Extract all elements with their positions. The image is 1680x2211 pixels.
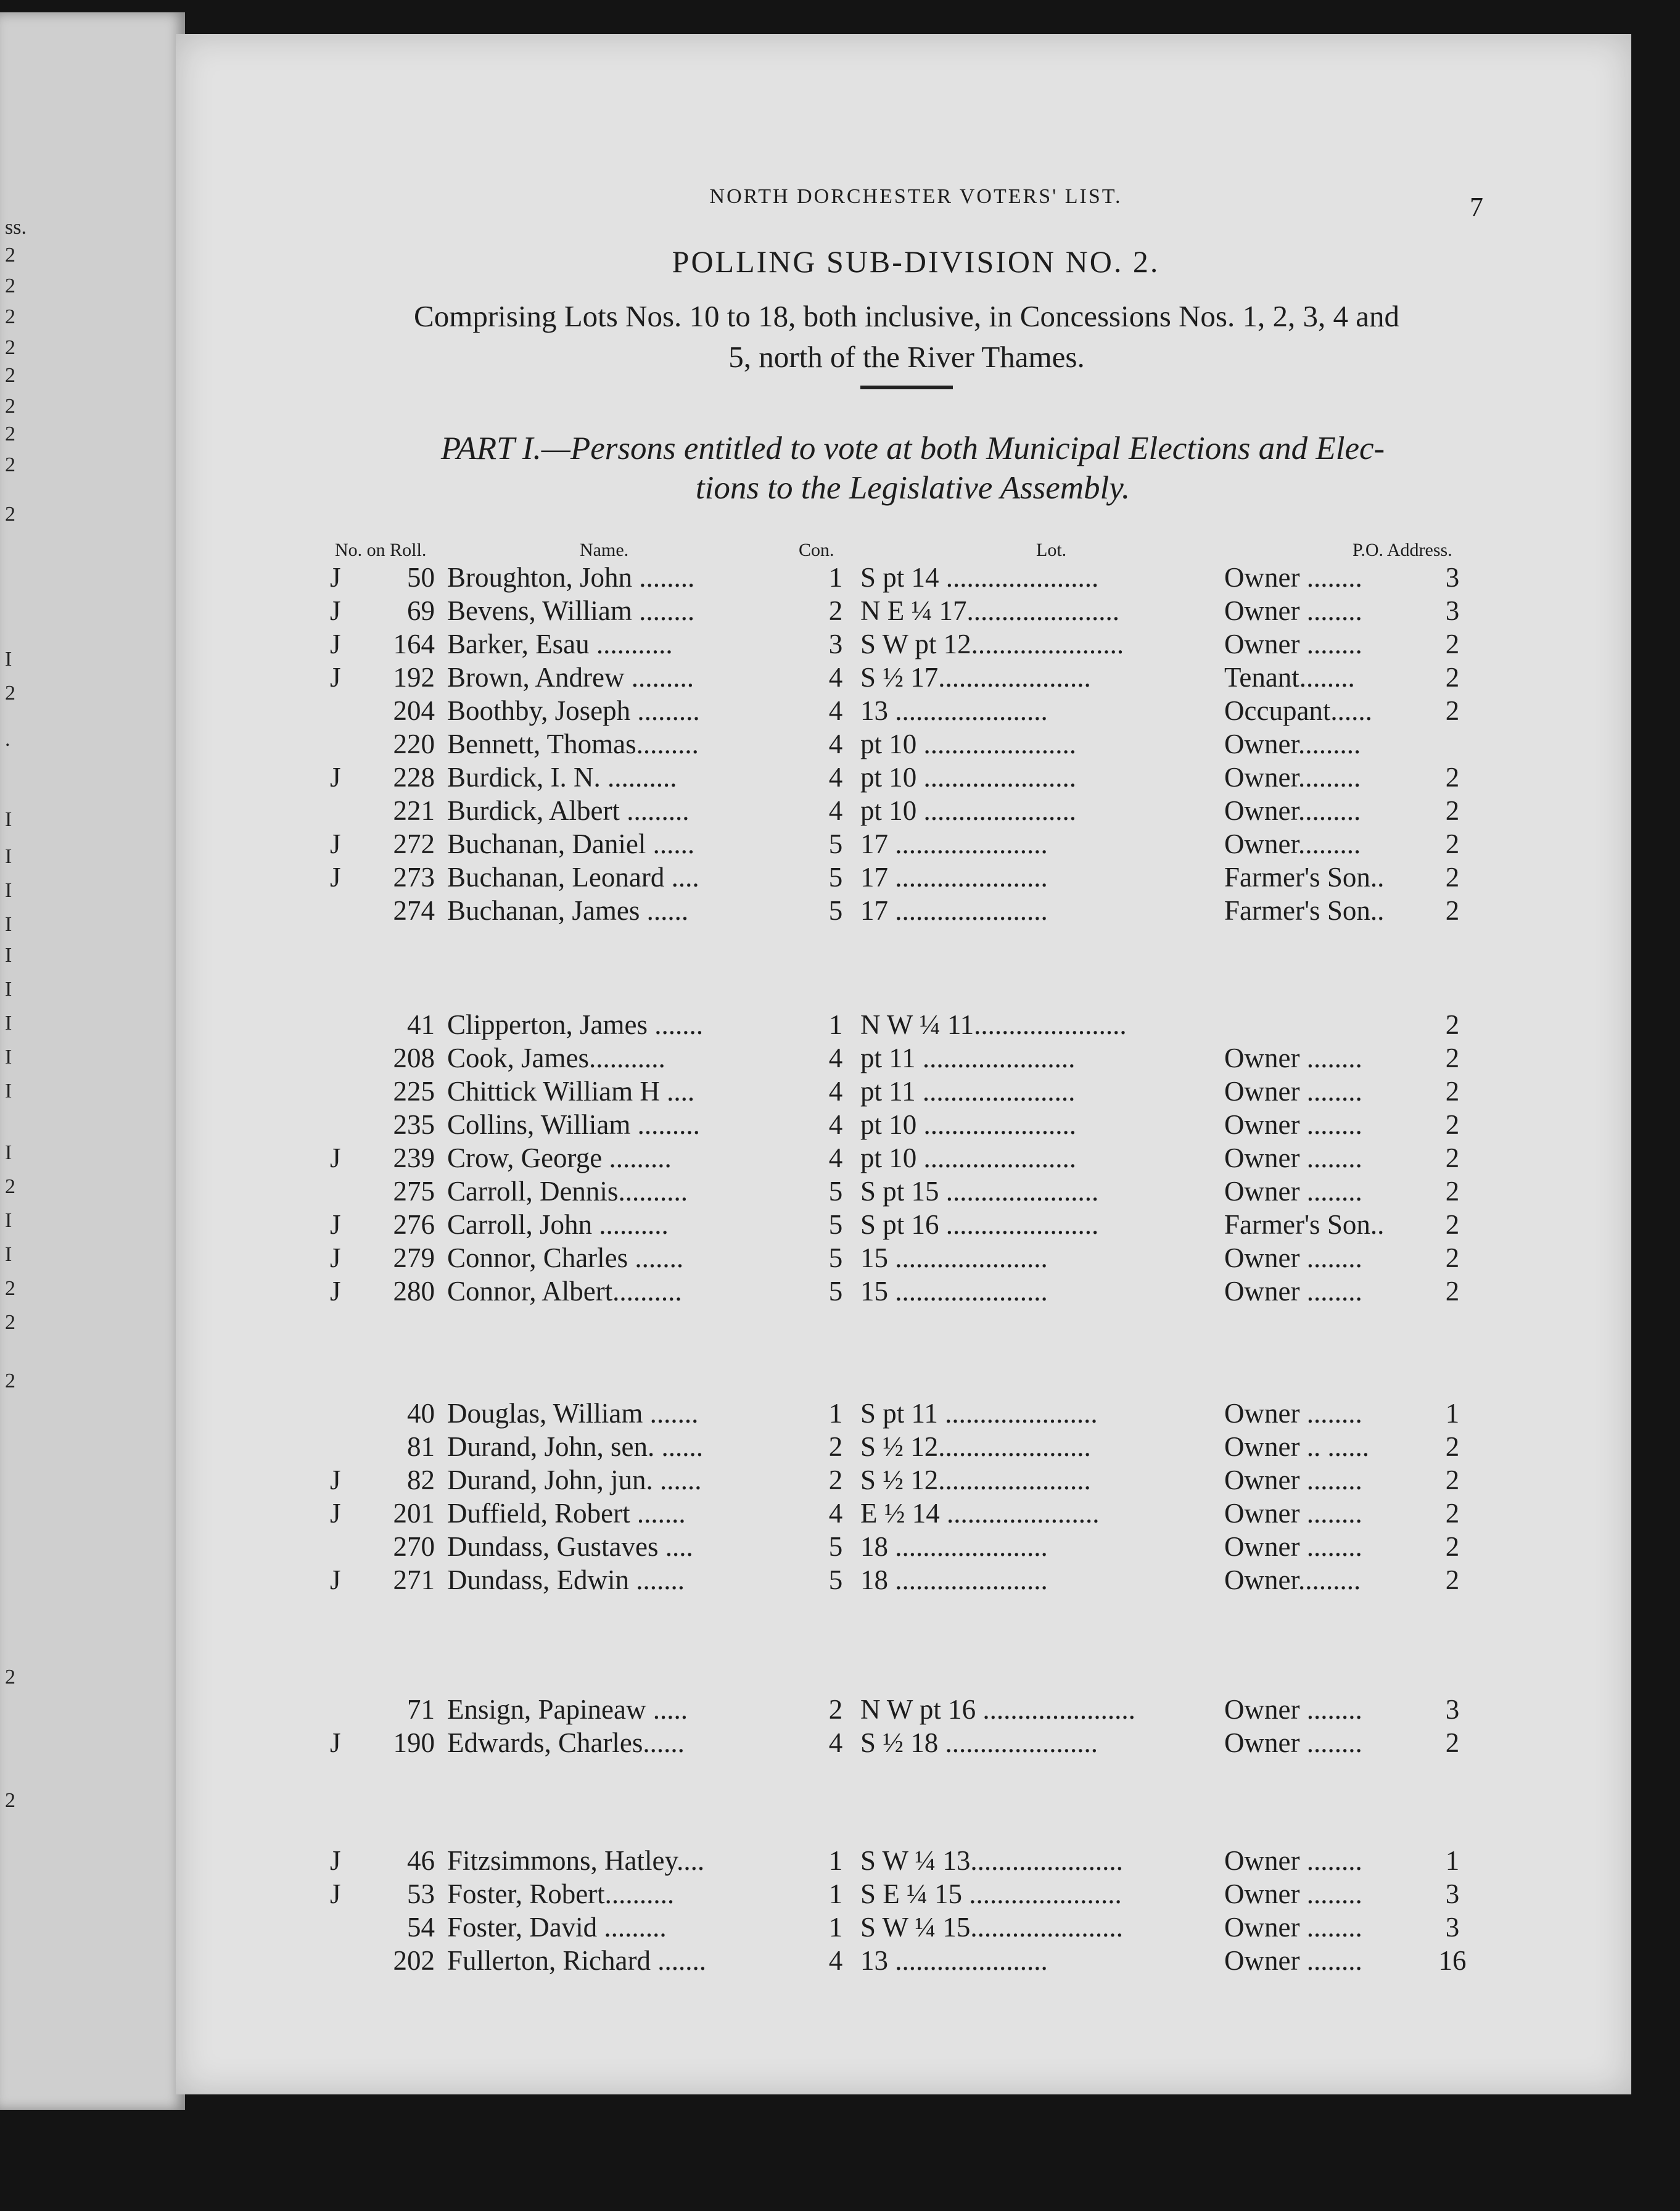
voter-entry [176,1431,1631,1465]
voter-entry [176,1275,1631,1310]
lot-number: S ½ 12...................... [860,1465,1091,1495]
occupation: Tenant........ [1224,662,1355,693]
po-address: 2 [1445,1727,1460,1758]
voter-name: Boothby, Joseph ......... [447,695,700,726]
lot-number: S pt 15 ...................... [860,1176,1099,1207]
voter-name: Burdick, I. N. .......... [447,762,677,793]
po-address: 3 [1445,1694,1460,1725]
po-address: 2 [1445,1143,1460,1173]
occupation: Owner ........ [1224,1143,1362,1173]
voter-name: Broughton, John ........ [447,562,695,593]
occupation: Owner ........ [1224,595,1362,626]
margin-number: I [5,913,12,936]
juror-mark: J [330,1727,341,1758]
lot-number: 18 ...................... [860,1564,1048,1595]
voter-entry [176,895,1631,929]
juror-mark: J [330,1209,341,1240]
occupation: Farmer's Son.. [1224,862,1385,893]
lot-number: pt 10 ...................... [860,1109,1077,1140]
voter-name: Chittick William H .... [447,1076,695,1107]
occupation: Owner......... [1224,729,1361,759]
voter-name: Bevens, William ........ [447,595,695,626]
occupation: Owner ........ [1224,1076,1362,1107]
roll-number: 221 [393,795,435,826]
occupation: Owner......... [1224,762,1361,793]
juror-mark: J [330,829,341,859]
po-address: 2 [1445,1009,1460,1040]
roll-number: 220 [393,729,435,759]
voter-entry [176,861,1631,896]
margin-number: I [5,845,12,868]
concession: 1 [828,1878,843,1909]
roll-number: 208 [393,1043,435,1073]
roll-number: 41 [407,1009,435,1040]
po-address: 3 [1445,1878,1460,1909]
margin-number: I [5,1080,12,1102]
voter-name: Clipperton, James ....... [447,1009,703,1040]
roll-number: 201 [393,1498,435,1529]
roll-number: 204 [393,695,435,726]
voter-entry [176,1042,1631,1077]
column-header-name: Name. [580,540,629,560]
concession: 4 [828,1143,843,1173]
occupation: Owner ........ [1224,1845,1362,1876]
occupation: Owner......... [1224,829,1361,859]
part-heading-line-2: tions to the Legislative Assembly. [695,470,1130,506]
concession: 2 [828,595,843,626]
voter-entry [176,661,1631,696]
voter-name: Duffield, Robert ....... [447,1498,686,1529]
po-address: 16 [1438,1945,1467,1976]
concession: 4 [828,1945,843,1976]
voter-name: Collins, William ......... [447,1109,700,1140]
po-address: 2 [1445,662,1460,693]
po-address: 2 [1445,895,1460,926]
voter-name: Connor, Albert.......... [447,1276,682,1307]
lot-number: 13 ...................... [860,695,1048,726]
part-heading-line-1: PART I.—Persons entitled to vote at both Municipal Elections and Elec- [440,431,1385,466]
juror-mark: J [330,662,341,693]
roll-number: 273 [393,862,435,893]
voter-name: Buchanan, James ...... [447,895,689,926]
voter-entry [176,1944,1631,1979]
lot-number: S ½ 18 ...................... [860,1727,1098,1758]
juror-mark: J [330,862,341,893]
po-address: 2 [1445,795,1460,826]
po-address: 2 [1445,1564,1460,1595]
part-heading [333,429,1493,508]
voter-entry [176,595,1631,629]
concession: 5 [828,1276,843,1307]
concession: 1 [828,1009,843,1040]
subtitle-line-2: 5, north of the River Thames. [728,340,1085,374]
voter-name: Crow, George ......... [447,1143,672,1173]
voter-name: Fitzsimmons, Hatley.... [447,1845,705,1876]
roll-number: 71 [407,1694,435,1725]
occupation: Owner ........ [1224,1945,1362,1976]
occupation: Owner ........ [1224,1694,1362,1725]
voter-name: Connor, Charles ....... [447,1242,684,1273]
voter-name: Barker, Esau ........... [447,629,673,659]
concession: 1 [828,562,843,593]
occupation: Owner ........ [1224,1242,1362,1273]
occupation: Owner ........ [1224,1878,1362,1909]
concession: 4 [828,762,843,793]
margin-number: 2 [5,1277,15,1300]
po-address: 2 [1445,762,1460,793]
lot-number: 17 ...................... [860,862,1048,893]
occupation: Owner .. ...... [1224,1431,1369,1462]
margin-number: 2 [5,682,15,705]
lot-number: 17 ...................... [860,895,1048,926]
roll-number: 54 [407,1912,435,1943]
lot-number: N W pt 16 ...................... [860,1694,1135,1725]
po-address: 2 [1445,1531,1460,1562]
voter-entry [176,1242,1631,1276]
juror-mark: J [330,1878,341,1909]
concession: 5 [828,862,843,893]
margin-number: I [5,1141,12,1164]
margin-number: I [5,1243,12,1266]
voter-name: Bennett, Thomas......... [447,729,699,759]
roll-number: 202 [393,1945,435,1976]
margin-number: I [5,879,12,902]
lot-number: S W ¼ 15...................... [860,1912,1123,1943]
po-address: 2 [1445,629,1460,659]
roll-number: 164 [393,629,435,659]
voter-name: Douglas, William ....... [447,1398,699,1429]
lot-number: 15 ...................... [860,1242,1048,1273]
juror-mark: J [330,1242,341,1273]
concession: 4 [828,1076,843,1107]
column-header-lot: Lot. [1036,540,1067,560]
voter-entry [176,728,1631,762]
concession: 2 [828,1694,843,1725]
voter-entry [176,1209,1631,1243]
occupation: Owner ........ [1224,1398,1362,1429]
margin-number: I [5,978,12,1001]
po-address: 2 [1445,1209,1460,1240]
voter-name: Durand, John, sen. ...... [447,1431,703,1462]
roll-number: 276 [393,1209,435,1240]
voter-entry [176,1497,1631,1532]
margin-number: 2 [5,364,15,387]
roll-number: 46 [407,1845,435,1876]
voter-name: Buchanan, Daniel ...... [447,829,695,859]
occupation: Owner ........ [1224,1109,1362,1140]
roll-number: 82 [407,1465,435,1495]
voter-name: Ensign, Papineaw ..... [447,1694,688,1725]
roll-number: 239 [393,1143,435,1173]
roll-number: 192 [393,662,435,693]
po-address: 2 [1445,1176,1460,1207]
po-address: 3 [1445,562,1460,593]
concession: 4 [828,1109,843,1140]
document-page [176,34,1631,2094]
roll-number: 274 [393,895,435,926]
lot-number: S E ¼ 15 ...................... [860,1878,1122,1909]
po-address: 2 [1445,862,1460,893]
section-subtitle [333,296,1480,378]
column-header-con: Con. [799,540,834,560]
facing-page-edge [0,12,185,2110]
lot-number: E ½ 14 ...................... [860,1498,1100,1529]
occupation: Owner ........ [1224,1727,1362,1758]
roll-number: 40 [407,1398,435,1429]
margin-number: 2 [5,423,15,445]
lot-number: 15 ...................... [860,1276,1048,1307]
concession: 5 [828,829,843,859]
juror-mark: J [330,1498,341,1529]
concession: 1 [828,1912,843,1943]
concession: 4 [828,1498,843,1529]
lot-number: S pt 14 ...................... [860,562,1099,593]
concession: 5 [828,1209,843,1240]
voter-name: Foster, Robert.......... [447,1878,675,1909]
margin-number: 2 [5,1666,15,1688]
margin-number: 2 [5,1311,15,1334]
occupation: Owner......... [1224,795,1361,826]
lot-number: 17 ...................... [860,829,1048,859]
concession: 5 [828,895,843,926]
roll-number: 190 [393,1727,435,1758]
po-address: 2 [1445,1276,1460,1307]
voter-name: Carroll, John .......... [447,1209,669,1240]
voter-entry [176,1175,1631,1210]
concession: 4 [828,1043,843,1073]
lot-number: N W ¼ 11...................... [860,1009,1127,1040]
margin-number: 2 [5,275,15,297]
po-address: 2 [1445,1465,1460,1495]
column-header-po: P.O. Address. [1353,540,1452,560]
voter-name: Edwards, Charles...... [447,1727,685,1758]
roll-number: 280 [393,1276,435,1307]
margin-number: I [5,808,12,831]
occupation: Farmer's Son.. [1224,1209,1385,1240]
concession: 4 [828,795,843,826]
voter-entry [176,1075,1631,1110]
voter-entry [176,761,1631,796]
margin-number: 2 [5,244,15,267]
po-address: 2 [1445,695,1460,726]
po-address: 2 [1445,1242,1460,1273]
concession: 2 [828,1431,843,1462]
voter-entry [176,1727,1631,1761]
concession: 2 [828,1465,843,1495]
subtitle-line-1: Comprising Lots Nos. 10 to 18, both inclusive, in Concessions Nos. 1, 2, 3, 4 and [414,299,1399,333]
occupation: Owner ........ [1224,1043,1362,1073]
po-address: 2 [1445,829,1460,859]
juror-mark: J [330,762,341,793]
lot-number: pt 10 ...................... [860,795,1077,826]
voter-entry [176,1845,1631,1879]
column-header-no: No. on Roll. [335,540,427,560]
roll-number: 235 [393,1109,435,1140]
voter-entry [176,1009,1631,1043]
juror-mark: J [330,562,341,593]
lot-number: 18 ...................... [860,1531,1048,1562]
margin-number: I [5,1046,12,1068]
occupation: Owner ........ [1224,1912,1362,1943]
lot-number: pt 10 ...................... [860,1143,1077,1173]
occupation: Owner ........ [1224,1498,1362,1529]
juror-mark: J [330,1564,341,1595]
lot-number: S pt 11 ...................... [860,1398,1098,1429]
concession: 4 [828,662,843,693]
juror-mark: J [330,595,341,626]
voter-name: Buchanan, Leonard .... [447,862,699,893]
divider-rule [860,386,953,389]
roll-number: 69 [407,595,435,626]
margin-number: 2 [5,336,15,359]
concession: 4 [828,729,843,759]
roll-number: 275 [393,1176,435,1207]
lot-number: pt 10 ...................... [860,762,1077,793]
po-address: 2 [1445,1498,1460,1529]
voter-entry [176,795,1631,829]
margin-number: 2 [5,1789,15,1812]
juror-mark: J [330,1143,341,1173]
voter-entry [176,828,1631,862]
occupation: Occupant...... [1224,695,1372,726]
voter-name: Durand, John, jun. ...... [447,1465,702,1495]
margin-number: I [5,944,12,967]
roll-number: 271 [393,1564,435,1595]
lot-number: pt 11 ...................... [860,1043,1076,1073]
po-address: 2 [1445,1076,1460,1107]
roll-number: 272 [393,829,435,859]
po-address: 2 [1445,1043,1460,1073]
voter-entry [176,1397,1631,1432]
lot-number: S ½ 17...................... [860,662,1091,693]
voter-name: Burdick, Albert ......... [447,795,690,826]
margin-number: I [5,1012,12,1035]
margin-number: 2 [5,395,15,418]
roll-number: 81 [407,1431,435,1462]
page-number: 7 [1470,192,1483,222]
margin-number: I [5,648,12,671]
margin-number: . [5,728,10,751]
lot-number: N E ¼ 17...................... [860,595,1119,626]
juror-mark: J [330,1276,341,1307]
voter-name: Foster, David ......... [447,1912,667,1943]
section-title: POLLING SUB-DIVISION NO. 2. [672,244,1160,279]
roll-number: 270 [393,1531,435,1562]
occupation: Owner ........ [1224,1531,1362,1562]
lot-number: pt 10 ...................... [860,729,1077,759]
facing-page-margin-numbers [5,12,30,2110]
concession: 5 [828,1531,843,1562]
voter-name: Carroll, Dennis.......... [447,1176,688,1207]
margin-number: 2 [5,453,15,476]
concession: 4 [828,1727,843,1758]
voter-entry [176,1142,1631,1176]
occupation: Owner ........ [1224,562,1362,593]
voter-entry [176,1693,1631,1728]
concession: 5 [828,1176,843,1207]
lot-number: 13 ...................... [860,1945,1048,1976]
margin-number: 2 [5,503,15,526]
occupation: Owner......... [1224,1564,1361,1595]
lot-number: pt 11 ...................... [860,1076,1076,1107]
concession: 5 [828,1242,843,1273]
voter-entry [176,1464,1631,1498]
roll-number: 53 [407,1878,435,1909]
lot-number: S W ¼ 13...................... [860,1845,1123,1876]
lot-number: S W pt 12...................... [860,629,1124,659]
occupation: Owner ........ [1224,1176,1362,1207]
margin-number: I [5,1209,12,1232]
po-address: 3 [1445,595,1460,626]
lot-number: S ½ 12...................... [860,1431,1091,1462]
voter-name: Brown, Andrew ......... [447,662,694,693]
voter-name: Fullerton, Richard ....... [447,1945,706,1976]
voter-entry [176,695,1631,729]
concession: 5 [828,1564,843,1595]
margin-number: 2 [5,1370,15,1392]
concession: 1 [828,1398,843,1429]
roll-number: 225 [393,1076,435,1107]
occupation: Owner ........ [1224,629,1362,659]
voter-name: Cook, James........... [447,1043,665,1073]
juror-mark: J [330,1465,341,1495]
occupation: Owner ........ [1224,1276,1362,1307]
margin-number: ss. [5,216,27,239]
po-address: 2 [1445,1109,1460,1140]
concession: 3 [828,629,843,659]
voter-entry [176,1564,1631,1598]
roll-number: 279 [393,1242,435,1273]
voter-entry [176,561,1631,596]
lot-number: S pt 16 ...................... [860,1209,1099,1240]
voter-entry [176,1911,1631,1946]
concession: 1 [828,1845,843,1876]
roll-number: 50 [407,562,435,593]
voter-entry [176,628,1631,663]
po-address: 3 [1445,1912,1460,1943]
voter-entry [176,1878,1631,1912]
concession: 4 [828,695,843,726]
voter-name: Dundass, Gustaves .... [447,1531,693,1562]
po-address: 2 [1445,1431,1460,1462]
roll-number: 228 [393,762,435,793]
po-address: 1 [1445,1845,1460,1876]
running-title: NORTH DORCHESTER VOTERS' LIST. [709,185,1122,208]
juror-mark: J [330,629,341,659]
voter-entry [176,1109,1631,1143]
voter-name: Dundass, Edwin ....... [447,1564,685,1595]
occupation: Farmer's Son.. [1224,895,1385,926]
occupation: Owner ........ [1224,1465,1362,1495]
voter-entry [176,1531,1631,1565]
margin-number: 2 [5,1175,15,1198]
juror-mark: J [330,1845,341,1876]
margin-number: 2 [5,305,15,328]
po-address: 1 [1445,1398,1460,1429]
